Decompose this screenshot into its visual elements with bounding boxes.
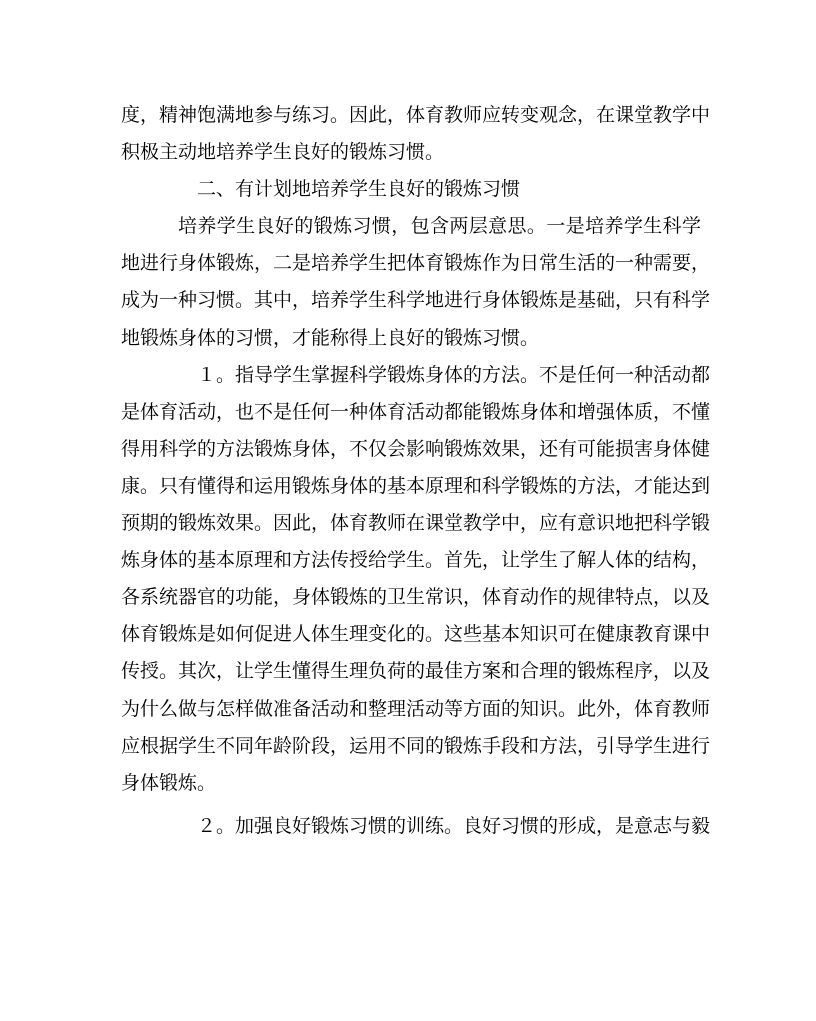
text-line: 积极主动地培养学生良好的锻炼习惯。 xyxy=(121,141,445,164)
text-line: 传授。其次，让学生懂得生理负荷的最佳方案和合理的锻炼程序，以及 xyxy=(121,660,711,683)
text-line: 培养学生良好的锻炼习惯，包含两层意思。一是培养学生科学 xyxy=(178,215,701,238)
text-line: １。指导学生掌握科学锻炼身体的方法。不是任何一种活动都 xyxy=(197,363,711,386)
text-line: 地锻炼身体的习惯，才能称得上良好的锻炼习惯。 xyxy=(121,326,540,349)
paragraph-continued xyxy=(121,97,711,171)
text-line: 康。只有懂得和运用锻炼身体的基本原理和科学锻炼的方法，才能达到 xyxy=(121,474,711,497)
text-line: 身体锻炼。 xyxy=(121,771,217,794)
paragraph-item-2 xyxy=(121,808,711,845)
text-line: 炼身体的基本原理和方法传授给学生。首先，让学生了解人体的结构， xyxy=(121,549,711,572)
heading-text: 二、有计划地培养学生良好的锻炼习惯 xyxy=(197,178,521,201)
text-line: 度，精神饱满地参与练习。因此，体育教师应转变观念，在课堂教学中 xyxy=(121,104,711,126)
text-line: 为什么做与怎样做准备活动和整理活动等方面的知识。此外，体育教师 xyxy=(121,697,711,720)
text-line: 成为一种习惯。其中，培养学生科学地进行身体锻炼是基础，只有科学 xyxy=(121,289,711,312)
text-line: ２。加强良好锻炼习惯的训练。良好习惯的形成，是意志与毅 xyxy=(197,814,711,837)
document-body xyxy=(121,97,711,845)
paragraph-item-1 xyxy=(121,357,711,802)
paragraph-intro xyxy=(121,208,711,356)
section-heading xyxy=(121,171,701,208)
text-line: 地进行身体锻炼，二是培养学生把体育锻炼作为日常生活的一种需要， xyxy=(121,252,711,275)
text-line: 应根据学生不同年龄阶段，运用不同的锻炼手段和方法，引导学生进行 xyxy=(121,734,711,757)
text-line: 体育锻炼是如何促进人体生理变化的。这些基本知识可在健康教育课中 xyxy=(121,623,711,646)
text-line: 得用科学的方法锻炼身体，不仅会影响锻炼效果，还有可能损害身体健 xyxy=(121,437,711,460)
text-line: 预期的锻炼效果。因此，体育教师在课堂教学中，应有意识地把科学锻 xyxy=(121,512,711,535)
text-line: 是体育活动，也不是任何一种体育活动都能锻炼身体和增强体质，不懂 xyxy=(121,400,711,423)
text-line: 各系统器官的功能，身体锻炼的卫生常识，体育动作的规律特点，以及 xyxy=(121,586,711,609)
